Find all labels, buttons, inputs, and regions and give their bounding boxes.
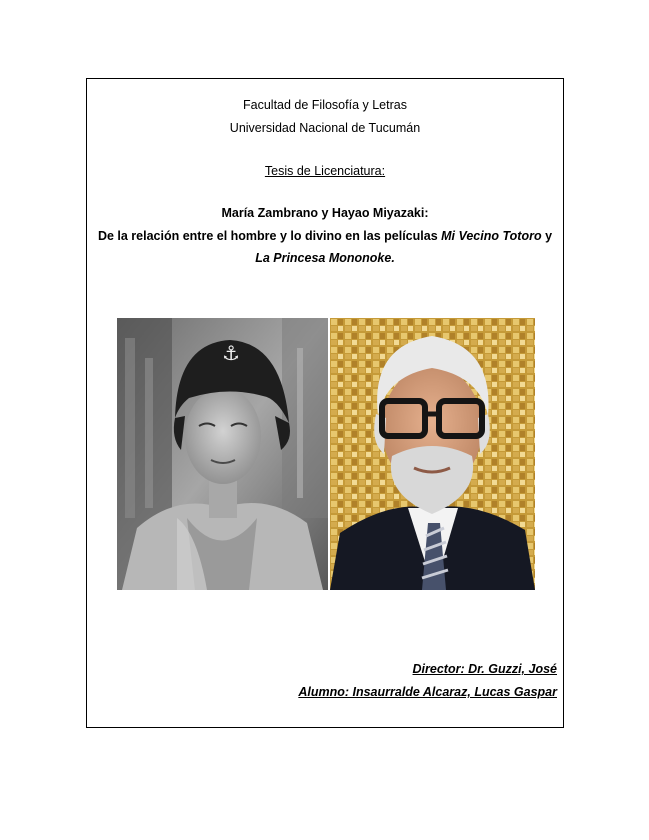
director-credit: Director: Dr. Guzzi, José — [412, 662, 557, 676]
title-line-2-prefix: De la relación entre el hombre y lo divino en las películas — [97, 229, 442, 243]
thesis-type: Tesis de Licenciatura: — [264, 164, 386, 178]
film-totoro: Mi Vecino Totoro — [441, 229, 542, 243]
title-line-2-suffix: y — [541, 229, 553, 243]
portrait-photos — [117, 318, 535, 590]
student-credit: Alumno: Insaurralde Alcaraz, Lucas Gaspar — [298, 685, 557, 699]
portrait-hayao-miyazaki — [330, 318, 535, 590]
portrait-maria-zambrano — [117, 318, 328, 590]
title-line-1: María Zambrano y Hayao Miyazaki: — [221, 206, 429, 220]
svg-text:⚓: ⚓ — [222, 341, 240, 365]
faculty-name: Facultad de Filosofía y Letras — [243, 98, 407, 112]
university-name: Universidad Nacional de Tucumán — [229, 121, 421, 135]
title-line-2 — [86, 229, 564, 243]
film-mononoke: La Princesa Mononoke. — [255, 251, 395, 265]
